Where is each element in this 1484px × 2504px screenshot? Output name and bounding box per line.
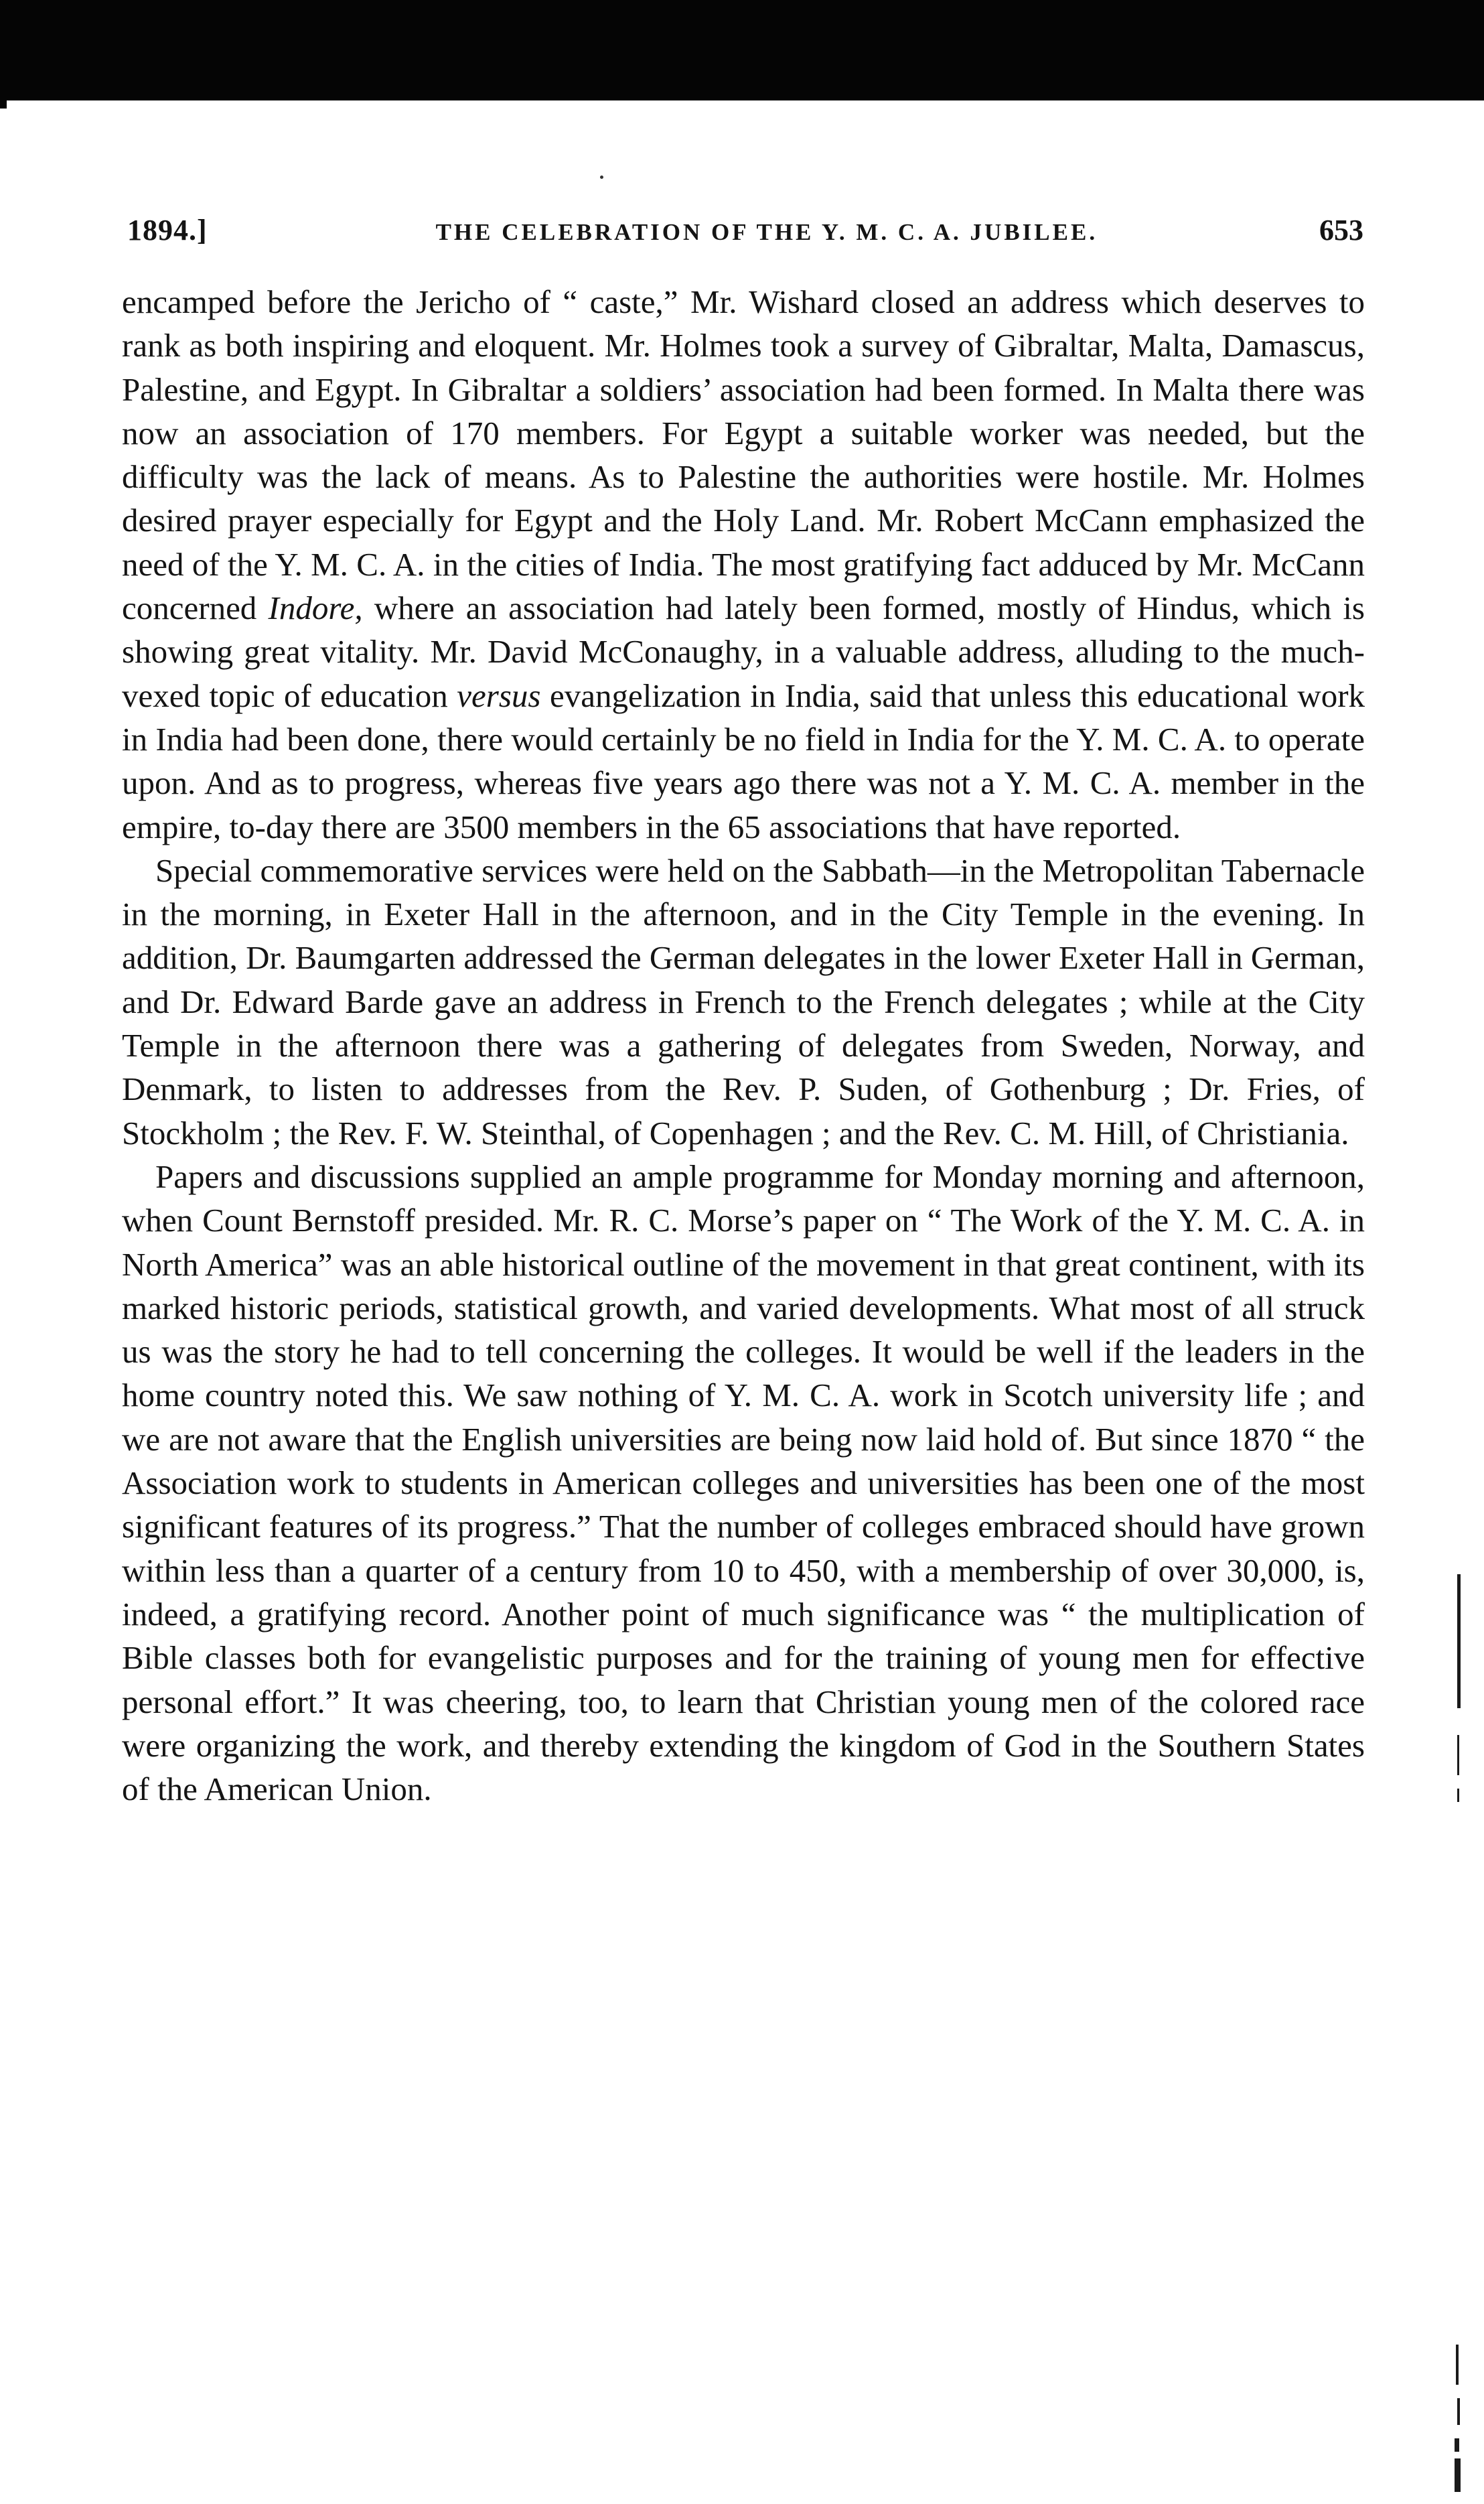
- scan-edge-line: [1455, 2438, 1459, 2452]
- running-head: [127, 213, 1363, 253]
- scan-speck: [600, 176, 603, 179]
- italic-indore: Indore,: [268, 589, 363, 627]
- paragraph-1-part-1: encamped before the Jericho of “ caste,” Mr. Wishard closed an address which deserves to rank as both inspiring and eloquent. Mr. Holmes took a survey of Gibraltar, Malta, Damascus, Palestine, and Egypt. In Gibraltar a soldiers’ association had been formed. In Malta there was now an association of 170 members. For Egypt a suitable worker was needed, but the difficulty was the lack of means. As to Palestine the authorities were hostile. Mr. Holmes desired prayer especially for Egypt and the Holy Land. Mr. Robert McCann emphasized the need of the Y. M. C. A. in the cities of India. The most gratifying fact adduced by Mr. McCann concerned: [122, 283, 1365, 627]
- italic-versus: versus: [457, 677, 541, 714]
- paragraph-1: [122, 280, 1365, 849]
- scan-edge-line: [1455, 2458, 1461, 2492]
- scan-edge-marks: [1437, 1574, 1484, 2504]
- paragraph-1-part-3: evangelization in India, said that unless this educational work in India had been done, there would certainly be no field in India for the Y. M. C. A. to operate upon. And as to progress, whereas five years ago there was not a Y. M. C. A. member in the empire, to-day there are 3500 members in the 65 associations that have reported.: [122, 677, 1365, 845]
- scan-edge-line: [1457, 1789, 1459, 1802]
- paragraph-3: Papers and discussions supplied an ample programme for Monday morning and afternoon, when Count Bernstoff presided. Mr. R. C. Morse’s paper on “ The Work of the Y. M. C. A. in North America” was an able historical outline of the movement in that great continent, with its marked historic periods, statistical growth, and varied developments. What most of all struck us was the story he had to tell concerning the colleges. It would be well if the leaders in the home country noted this. We saw nothing of Y. M. C. A. work in Scotch university life ; and we are not aware that the English universities are being now laid hold of. But since 1870 “ the Association work to students in American colleges and universities has been one of the most significant features of its progress.” That the number of colleges embraced should have grown within less than a quarter of a century from 10 to 450, with a membership of over 30,000, is, indeed, a gratifying record. Another point of much significance was “ the multiplication of Bible classes both for evangelistic purposes and for the training of young men for effective personal effort.” It was cheering, too, to learn that Christian young men of the colored race were organizing the work, and thereby extending the kingdom of God in the Southern States of the American Union.: [122, 1158, 1365, 1808]
- scan-edge-line: [1457, 1574, 1461, 1708]
- scan-edge-line: [1456, 2345, 1459, 2385]
- running-head-year: 1894.]: [127, 214, 208, 247]
- paragraph-2: Special commemorative services were held on the Sabbath—in the Metropolitan Tabernacle in the morning, in Exeter Hall in the afternoon, and in the City Temple in the evening. In addition, Dr. Baumgarten addressed the German delegates in the lower Exeter Hall in German, and Dr. Edward Barde gave an address in French to the French delegates ; while at the City Temple in the afternoon there was a gathering of delegates from Sweden, Norway, and Denmark, to listen to addresses from the Rev. P. Suden, of Gothenburg ; Dr. Fries, of Stockholm ; the Rev. F. W. Steinthal, of Copenhagen ; and the Rev. C. M. Hill, of Christiania.: [122, 851, 1365, 1152]
- scan-edge-line: [1457, 1735, 1459, 1775]
- paragraph-1-part-2: where an association had lately been formed, mostly of Hindus, which is showing great vitality. Mr. David McConaughy, in a valuable address, alluding to the much-vexed topic of education: [122, 589, 1365, 714]
- article-body: [122, 280, 1365, 1811]
- running-head-title: THE CELEBRATION OF THE Y. M. C. A. JUBILEE.: [435, 219, 1098, 245]
- page-number: 653: [1319, 214, 1363, 247]
- scan-border-notch: [0, 100, 7, 109]
- scan-black-border: [0, 0, 1484, 100]
- scan-edge-line: [1457, 2398, 1460, 2425]
